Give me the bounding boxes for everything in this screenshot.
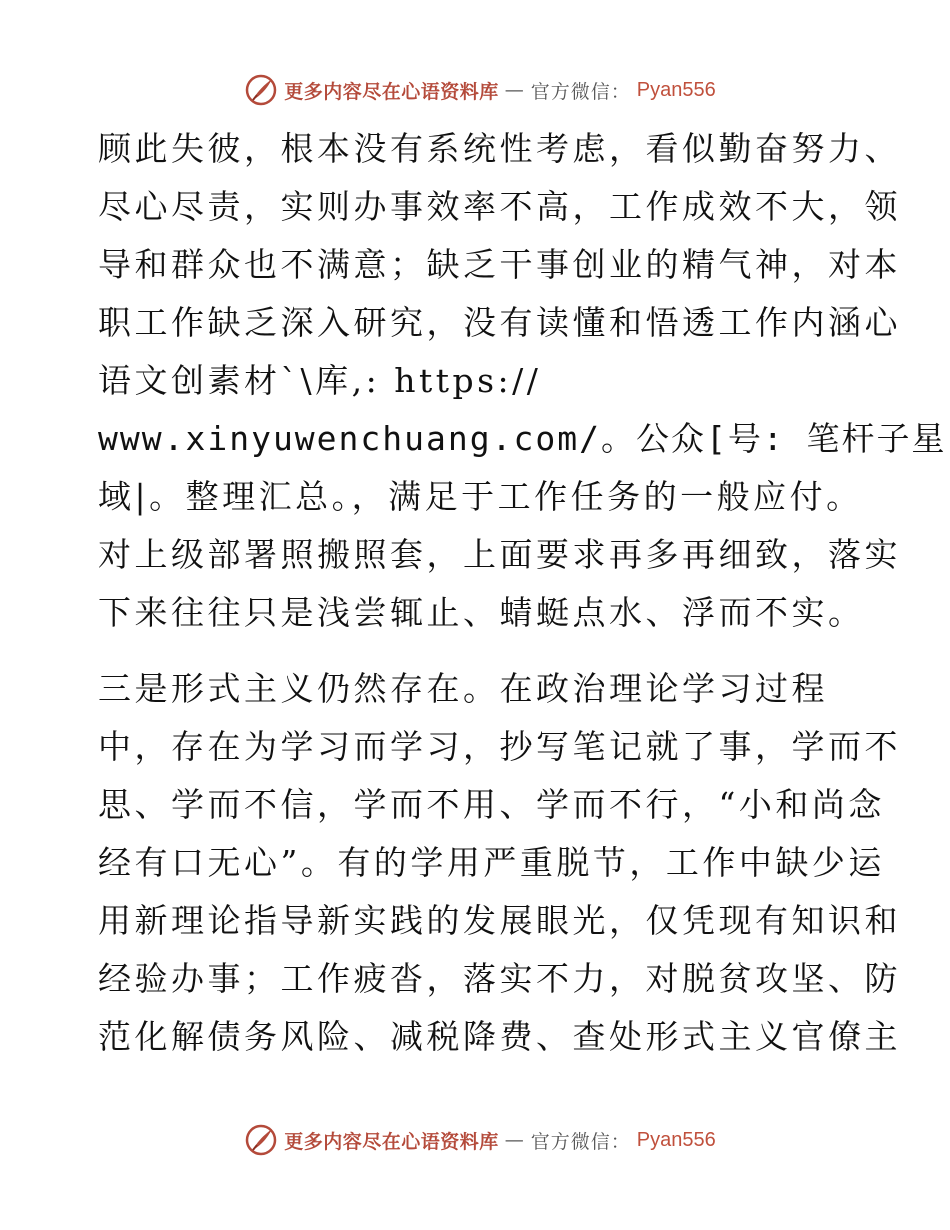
paragraph-1-line: 下来往往只是浅尝辄止、蜻蜓点水、浮而不实。 [98, 593, 865, 632]
paragraph-1-line: 职工作缺乏深入研究，没有读懂和悟透工作内涵心 [98, 303, 901, 342]
paragraph-2 [98, 660, 901, 1066]
paragraph-1-line-url-start: 语文创素材`\库,: https:// [98, 361, 542, 400]
paragraph-1 [98, 120, 947, 642]
header-banner-wechat-id: Pyan556 [636, 78, 716, 101]
paragraph-1-line: 导和群众也不满意；缺乏干事创业的精气神，对本 [98, 245, 901, 284]
header-banner-content [234, 73, 716, 107]
footer-banner-content [234, 1123, 716, 1157]
paragraph-2-line: 经验办事；工作疲沓，落实不力，对脱贫攻坚、防 [98, 959, 901, 998]
paragraph-1-line: 尽心尽责，实则办事效率不高，工作成效不大，领 [98, 187, 901, 226]
footer-banner-wechat-id: Pyan556 [636, 1128, 716, 1151]
paragraph-1-line: 顾此失彼，根本没有系统性考虑，看似勤奋努力、 [98, 129, 901, 168]
paragraph-2-line: 范化解债务风险、减税降费、查处形式主义官僚主 [98, 1017, 901, 1056]
quill-logo-icon [244, 1123, 278, 1157]
footer-banner-dash: — [504, 1129, 525, 1151]
paragraph-2-line: 经有口无心”。有的学用严重脱节，工作中缺少运 [98, 843, 885, 882]
header-banner-dash: — [504, 79, 525, 101]
paragraph-1-line: 对上级部署照搬照套，上面要求再多再细致，落实 [98, 535, 901, 574]
paragraph-2-line: 中，存在为学习而学习，抄写笔记就了事，学而不 [98, 727, 901, 766]
footer-banner-wechat-label: 官方微信： [530, 1130, 631, 1153]
paragraph-2-line: 思、学而不信，学而不用、学而不行，“小和尚念 [98, 785, 885, 824]
quill-logo-icon [244, 73, 278, 107]
footer-banner [0, 1120, 950, 1160]
header-banner [0, 70, 950, 110]
paragraph-1-line: 域|。整理汇总。，满足于工作任务的一般应付。 [98, 477, 863, 516]
header-banner-title: 更多内容尽在心语资料库 [284, 80, 499, 103]
paragraph-1-line-url: www.xinyuwenchuang.com/。公众[号: 笔杆子星 [98, 419, 947, 458]
paragraph-2-line: 三是形式主义仍然存在。在政治理论学习过程 [98, 669, 828, 708]
header-banner-wechat-label: 官方微信： [530, 80, 631, 103]
footer-banner-title: 更多内容尽在心语资料库 [284, 1130, 499, 1153]
paragraph-2-line: 用新理论指导新实践的发展眼光，仅凭现有知识和 [98, 901, 901, 940]
